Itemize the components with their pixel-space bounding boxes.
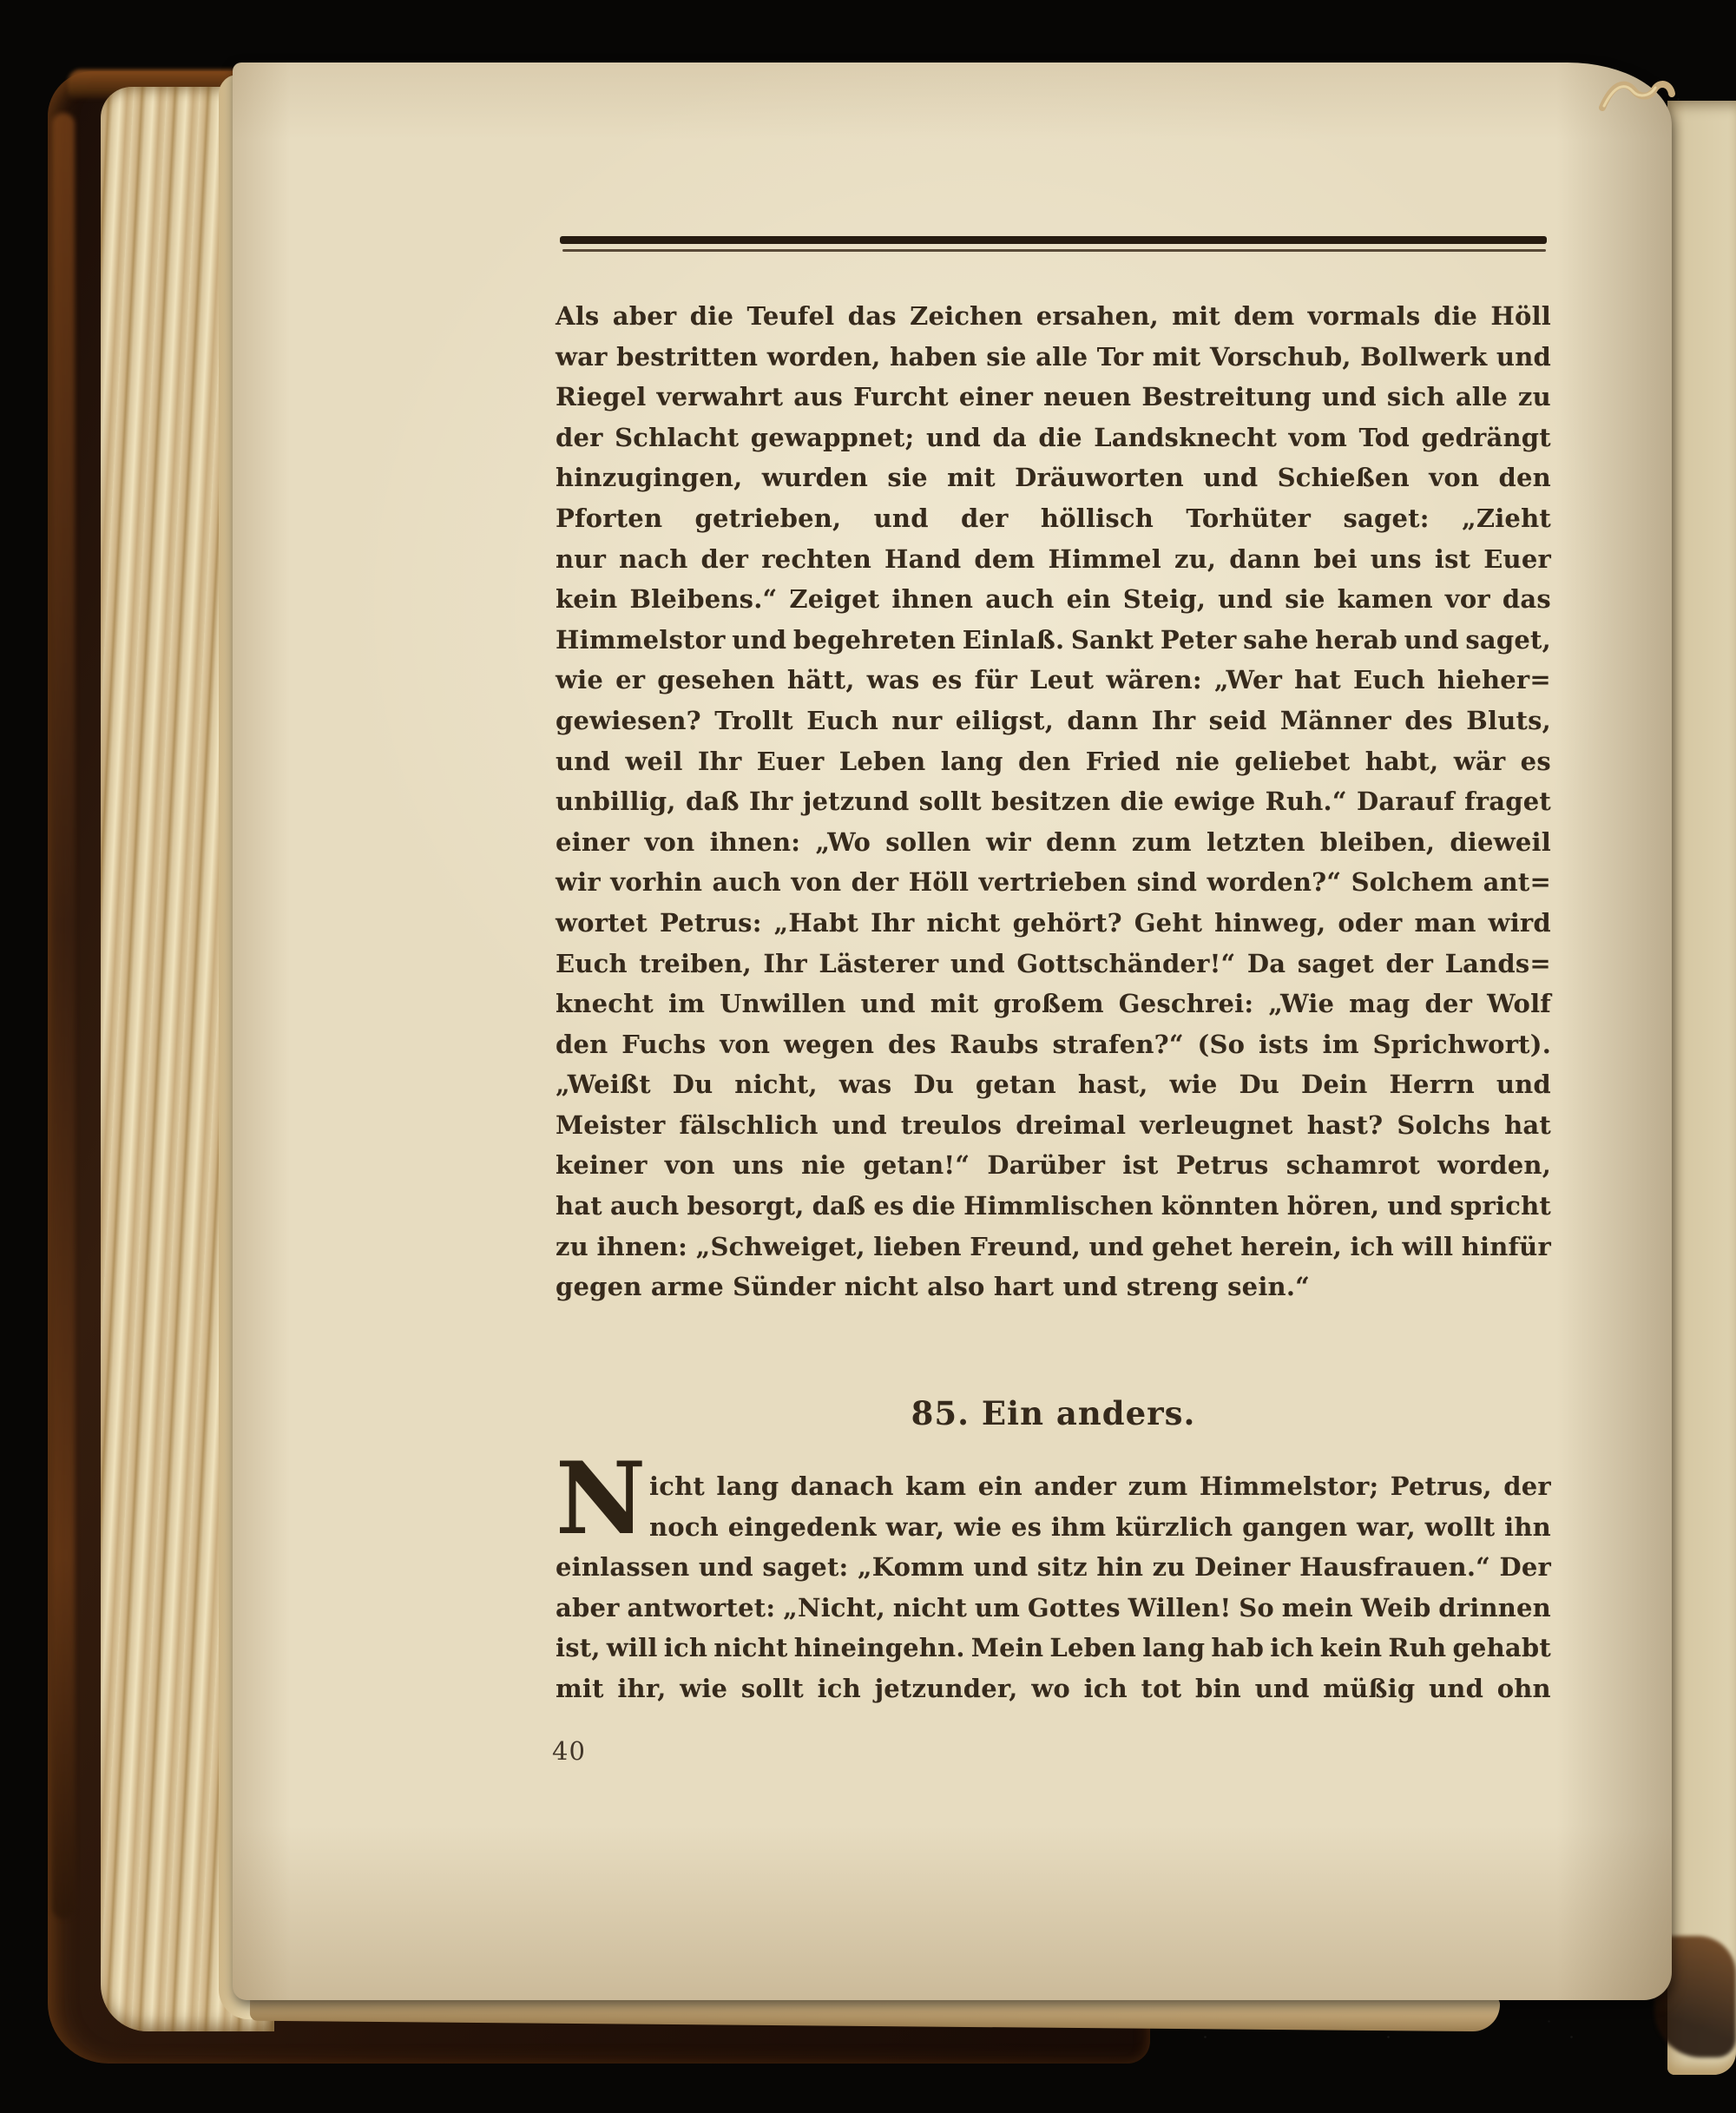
text-line: hinzugingen, wurden sie mit Dräuworten und Schießen von den <box>556 463 1551 493</box>
text-line: unbillig, daß Ihr jetzund sollt besitzen die ewige Ruh.“ Darauf fraget <box>556 787 1551 817</box>
divider-rule-thin <box>562 249 1546 252</box>
text-line: Als aber die Teufel das Zeichen ersahen, mit dem vormals die Höll <box>556 301 1551 331</box>
paragraph-2 <box>556 1466 1551 1709</box>
text-line: den Fuchs von wegen des Raubs strafen?“ (So ists im Sprichwort). <box>556 1029 1551 1059</box>
text-line: kein Bleibens.“ Zeiget ihnen auch ein Steig, und sie kamen vor das <box>556 584 1551 615</box>
text-line: nur nach der rechten Hand dem Himmel zu, dann bei uns ist Euer <box>556 543 1551 574</box>
text-line: wie er gesehen hätt, was es für Leut wären: „Wer hat Euch hieher= <box>556 665 1551 695</box>
text-line: wortet Petrus: „Habt Ihr nicht gehört? Geht hinweg, oder man wird <box>556 907 1551 938</box>
text-line: keiner von uns nie getan!“ Darüber ist Petrus schamrot worden, <box>556 1150 1551 1181</box>
text-line: „Weißt Du nicht, was Du getan hast, wie Du Dein Herrn und <box>556 1070 1551 1100</box>
text-line: noch eingedenk war, wie es ihm kürzlich gangen war, wollt ihn <box>649 1511 1551 1542</box>
text-line: Himmelstor und begehreten Einlaß. Sankt Peter sahe herab und saget, <box>556 624 1551 655</box>
text-line: einlassen und saget: „Komm und sitz hin zu Deiner Hausfrauen.“ Der <box>556 1552 1551 1583</box>
text-line: Meister fälschlich und treulos dreimal verleugnet hast? Solchs hat <box>556 1109 1551 1140</box>
divider-rule-thick <box>560 236 1547 244</box>
text-line: Euch treiben, Ihr Lästerer und Gottschänder!“ Da saget der Lands= <box>556 948 1551 978</box>
text-line: wir vorhin auch von der Höll vertrieben sind worden?“ Solchem ant= <box>556 867 1551 898</box>
text-line: Pforten getrieben, und der höllisch Torhüter saget: „Zieht <box>556 503 1551 533</box>
text-line: knecht im Unwillen und mit großem Geschrei: „Wie mag der Wolf <box>556 989 1551 1019</box>
text-line: icht lang danach kam ein ander zum Himmelstor; Petrus, der <box>649 1471 1551 1501</box>
paragraph-1 <box>556 296 1551 1307</box>
text-line: zu ihnen: „Schweiget, lieben Freund, und gehet herein, ich will hinfür <box>556 1231 1551 1261</box>
text-line: Riegel verwahrt aus Furcht einer neuen Bestreitung und sich alle zu <box>556 382 1551 412</box>
drop-cap-initial: N <box>556 1440 647 1557</box>
section-heading: 85. Ein anders. <box>911 1394 1196 1432</box>
text-line: ist, will ich nicht hineingehn. Mein Leben lang hab ich kein Ruh gehabt <box>556 1633 1551 1663</box>
text-line: der Schlacht gewappnet; und da die Landsknecht vom Tod gedrängt <box>556 422 1551 452</box>
text-line: einer von ihnen: „Wo sollen wir denn zum letzten bleiben, dieweil <box>556 826 1551 857</box>
text-line: aber antwortet: „Nicht, nicht um Gottes Willen! So mein Weib drinnen <box>556 1592 1551 1623</box>
text-line: war bestritten worden, haben sie alle Tor mit Vorschub, Bollwerk und <box>556 341 1551 372</box>
text-line: und weil Ihr Euer Leben lang den Fried nie geliebet habt, wär es <box>556 746 1551 776</box>
text-line: mit ihr, wie sollt ich jetzunder, wo ich tot bin und müßig und ohn <box>556 1673 1551 1703</box>
text-line: hat auch besorgt, daß es die Himmlischen könnten hören, und spricht <box>556 1191 1551 1221</box>
page-number: 40 <box>552 1736 586 1766</box>
text-line: gewiesen? Trollt Euch nur eiligst, dann Ihr seid Männer des Bluts, <box>556 705 1551 735</box>
text-line: gegen arme Sünder nicht also hart und streng sein.“ <box>556 1272 1311 1302</box>
